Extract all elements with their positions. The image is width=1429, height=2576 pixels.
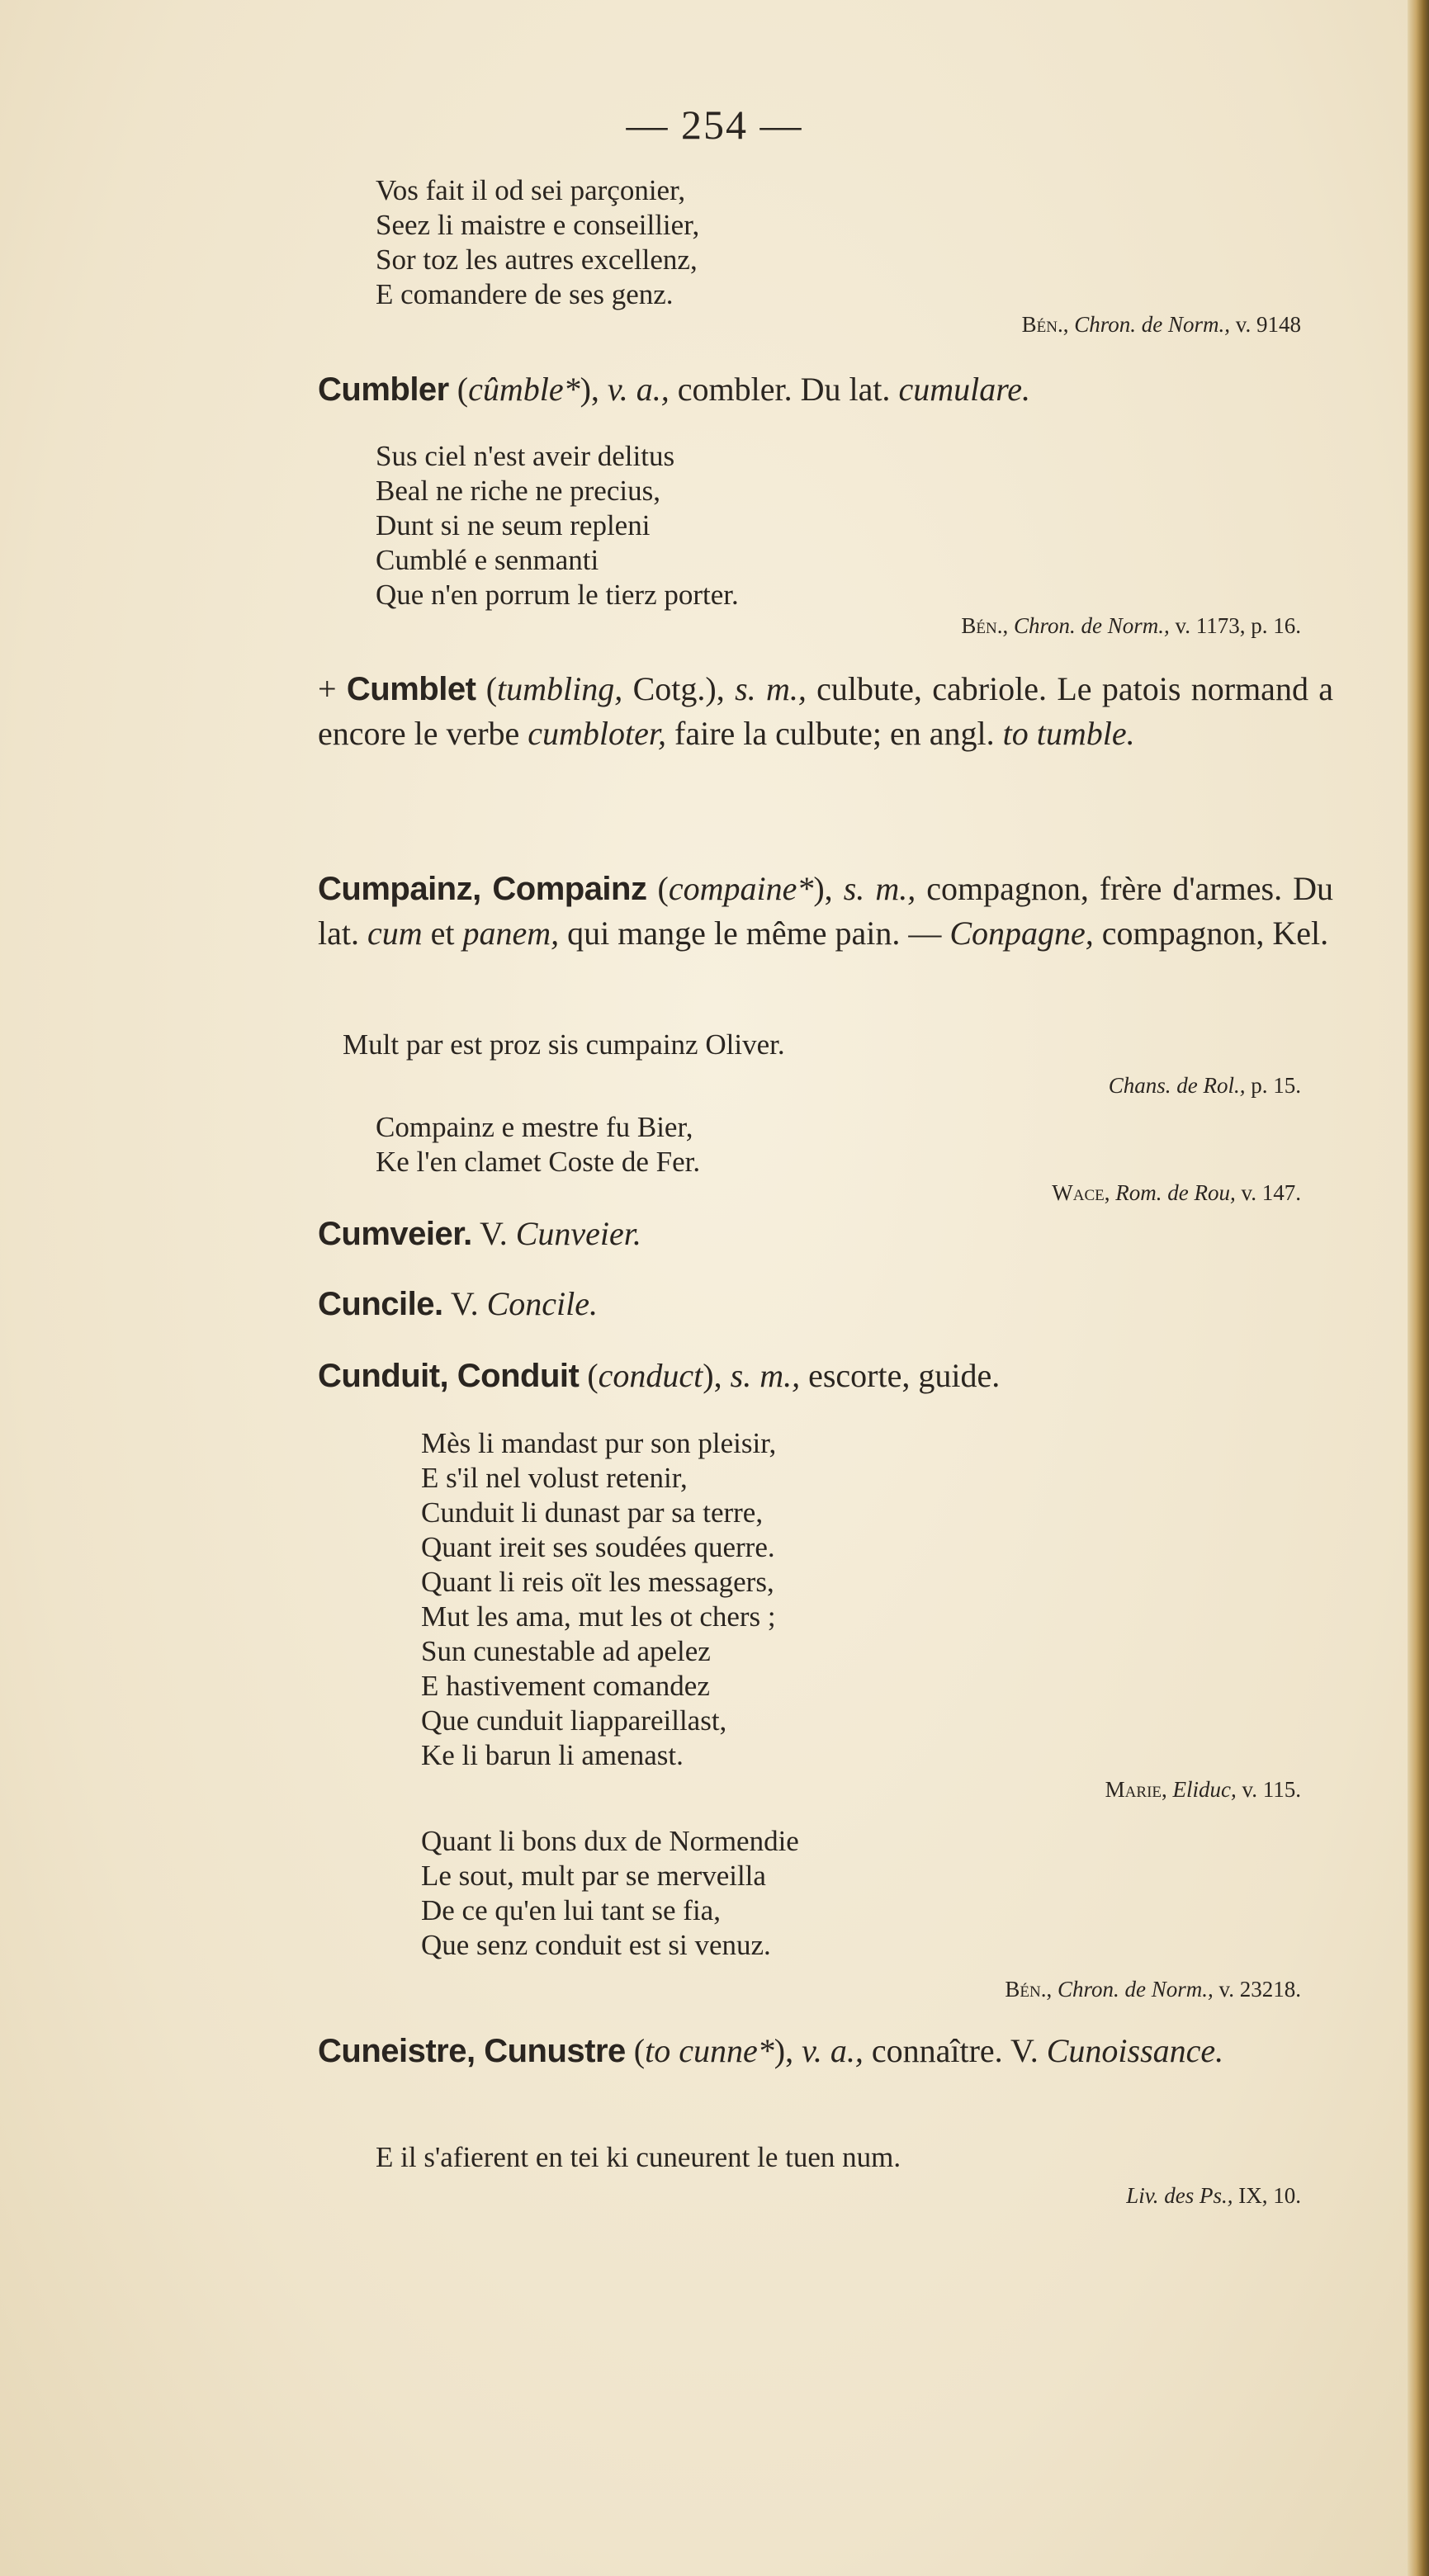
citation <box>1126 2183 1301 2209</box>
verse-line: Seez li maistre e conseillier, <box>376 209 700 241</box>
definition: escorte, guide. <box>808 1357 1001 1394</box>
verse-line: Mult par est proz sis cumpainz Oliver. <box>343 1028 785 1061</box>
citation-ref: p. 15. <box>1251 1073 1301 1098</box>
entry-cumblet: + Cumblet (tumbling, Cotg.), s. m., culbute, cabriole. Le patois normand a encore le verbe cumbloter, faire la culbute; en angl. to tumble. <box>318 670 1334 752</box>
latin-source: cum <box>367 915 423 952</box>
headword: Cumbler <box>318 371 449 408</box>
verse-line: De ce qu'en lui tant se fia, <box>421 1894 721 1926</box>
headword: Cunduit, Conduit <box>318 1358 580 1394</box>
grammar: v. a., <box>802 2032 864 2069</box>
headword: Cumblet <box>346 671 476 707</box>
verse-line: Sor toz les autres excellenz, <box>376 243 698 276</box>
citation-ref: v. 9148 <box>1235 312 1301 337</box>
verse-line: E hastivement comandez <box>421 1670 710 1702</box>
citation-author: Bén., <box>1021 312 1069 337</box>
verse-line: Cumblé e senmanti <box>376 544 599 576</box>
page-edge <box>1408 0 1429 2576</box>
citation-ref: v. 1173, p. 16. <box>1175 613 1301 638</box>
verse-line: E comandere de ses genz. <box>376 278 674 310</box>
page-number: — 254 — <box>626 102 803 148</box>
verse-line: Quant li reis oït les messagers, <box>421 1566 774 1598</box>
headword: Cumveier. <box>318 1216 472 1252</box>
grammar: s. m., <box>735 670 807 707</box>
entry-cumpainz: Cumpainz, Compainz (compaine*), s. m., compagnon, frère d'armes. Du lat. cum et panem, qui mange le même pain. — Conpagne, compagnon, Kel. <box>318 870 1334 952</box>
verse-line: Sun cunestable ad apelez <box>421 1635 711 1667</box>
english-cognate: to tumble. <box>1002 715 1135 752</box>
grammar: s. m., <box>843 870 916 907</box>
entry-cunduit: Cunduit, Conduit (conduct), s. m., escorte, guide. <box>318 1357 1001 1394</box>
verse-line: Cunduit li dunast par sa terre, <box>421 1496 764 1529</box>
definition: culbute, cabriole. Le patois normand a encore le verbe <box>318 670 1334 752</box>
citation-work: Chans. de Rol., <box>1108 1073 1246 1098</box>
citation <box>1109 1073 1301 1099</box>
verse-line: E il s'afierent en tei ki cuneurent le tuen num. <box>376 2141 901 2173</box>
citation-ref: IX, 10. <box>1238 2183 1301 2208</box>
citation-author: Bén., <box>961 613 1009 638</box>
citation-work: Chron. de Norm., <box>1057 1977 1214 2002</box>
verse-line: Beal ne riche ne precius, <box>376 475 660 507</box>
definition: faire la culbute; en angl. <box>674 715 995 752</box>
verse-block <box>376 2140 901 2175</box>
definition: compagnon, frère d'armes. Du lat. <box>318 870 1334 952</box>
entry-cuneistre: Cuneistre, Cunustre (to cunne*), v. a., connaître. V. Cunoissance. <box>318 2032 1224 2069</box>
verse-line: Mès li mandast pur son pleisir, <box>421 1427 777 1459</box>
cross-reference: Concile. <box>486 1285 599 1322</box>
cross-reference: Cunoissance. <box>1046 2032 1224 2069</box>
verse-line: Sus ciel n'est aveir delitus <box>376 440 675 472</box>
definition: compagnon, Kel. <box>1101 915 1329 952</box>
etymology-source: Cotg.), <box>632 670 725 707</box>
citation-work: Chron. de Norm., <box>1074 312 1230 337</box>
verse-line: Le sout, mult par se merveilla <box>421 1860 766 1892</box>
entry-cumbler: Cumbler (cûmble*), v. a., combler. Du lat. cumulare. <box>318 371 1031 408</box>
entry-cumveier: Cumveier. V. Cunveier. <box>318 1215 641 1252</box>
verse-line: Que cunduit liappareillast, <box>421 1704 727 1737</box>
dialect-verb: cumbloter, <box>528 715 667 752</box>
citation-author: Marie, <box>1105 1777 1167 1802</box>
grammar: s. m., <box>730 1357 801 1394</box>
etymology: conduct <box>598 1357 703 1394</box>
citation-author: Bén., <box>1005 1977 1053 2002</box>
definition: connaître. V. <box>871 2032 1039 2069</box>
citation-author: Wace, <box>1052 1180 1110 1205</box>
verse-line: Que senz conduit est si venuz. <box>421 1929 771 1961</box>
verse-block <box>421 1824 799 1963</box>
citation <box>1105 1777 1301 1803</box>
citation <box>961 613 1301 639</box>
cross-reference: Cunveier. <box>515 1215 641 1252</box>
verse-block <box>376 1110 700 1179</box>
verse-line: Ke li barun li amenast. <box>421 1739 684 1771</box>
citation-ref: v. 147. <box>1241 1180 1301 1205</box>
citation-ref: v. 23218. <box>1218 1977 1301 2002</box>
citation <box>1052 1180 1301 1206</box>
etymology: to cunne* <box>645 2032 774 2069</box>
verse-block <box>421 1426 776 1773</box>
verse-line: Ke l'en clamet Coste de Fer. <box>376 1146 701 1178</box>
definition: combler. Du lat. <box>677 371 891 408</box>
entry-cuncile: Cuncile. V. Concile. <box>318 1285 599 1322</box>
etymology: tumbling, <box>497 670 623 707</box>
definition: qui mange le même pain. — <box>567 915 942 952</box>
verse-block <box>376 439 739 612</box>
verse-line: Compainz e mestre fu Bier, <box>376 1111 693 1143</box>
headword: Cuneistre, Cunustre <box>318 2033 626 2069</box>
citation <box>1005 1977 1301 2002</box>
verse-line: Vos fait il od sei parçonier, <box>376 174 686 206</box>
etymology: compaine* <box>668 870 814 907</box>
citation-work: Rom. de Rou, <box>1115 1180 1236 1205</box>
citation-work: Eliduc, <box>1172 1777 1237 1802</box>
verse-line: Que n'en porrum le tierz porter. <box>376 579 739 611</box>
citation-ref: v. 115. <box>1242 1777 1301 1802</box>
related-form: Conpagne, <box>949 915 1094 952</box>
citation <box>1022 312 1301 338</box>
citation-work: Chron. de Norm., <box>1013 613 1170 638</box>
grammar: v. a., <box>607 371 670 408</box>
latin-source: panem, <box>462 915 560 952</box>
verse-block <box>376 173 699 312</box>
headword: Cumpainz, Compainz <box>318 871 647 907</box>
cross-mark: + <box>318 670 337 707</box>
headword: Cuncile. <box>318 1286 443 1322</box>
verse-line: Mut les ama, mut les ot chers ; <box>421 1600 776 1633</box>
verse-line: Quant li bons dux de Normendie <box>421 1825 799 1857</box>
verse-line: E s'il nel volust retenir, <box>421 1462 688 1494</box>
verse-line: Quant ireit ses soudées querre. <box>421 1531 775 1563</box>
verse-line: Dunt si ne seum repleni <box>376 509 651 541</box>
citation-work: Liv. des Ps., <box>1126 2183 1233 2208</box>
etymology: cûmble* <box>468 371 580 408</box>
latin-source: cumulare. <box>898 371 1031 408</box>
verse-block <box>343 1028 785 1062</box>
